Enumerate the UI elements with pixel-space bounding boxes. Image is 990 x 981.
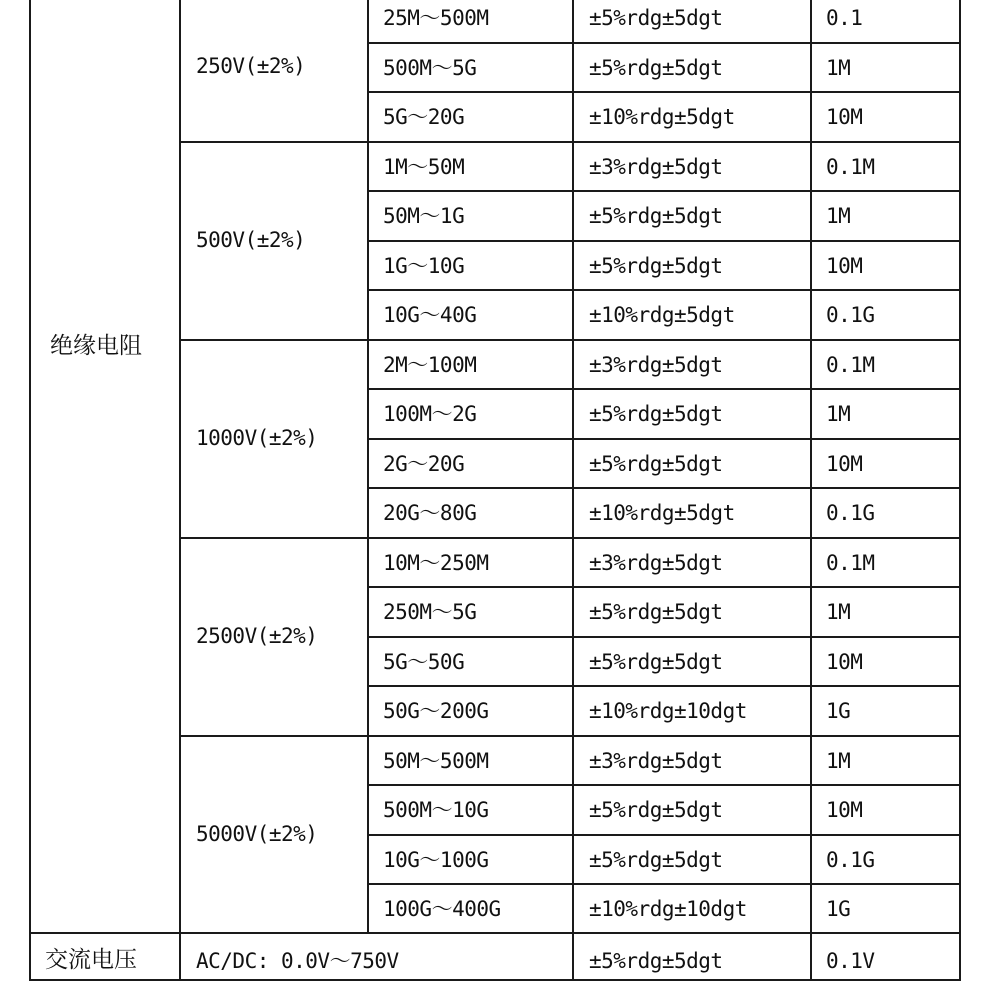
row-divider xyxy=(367,388,961,390)
resolution-cell: 0.1G xyxy=(826,847,875,872)
row-divider xyxy=(367,438,961,440)
resolution-cell: 0.1M xyxy=(826,154,875,179)
range-cell: 1G～10G xyxy=(383,253,465,278)
accuracy-cell: ±10%rdg±10dgt xyxy=(589,897,747,921)
range-cell: 1M～50M xyxy=(383,154,465,179)
resolution-cell: 10M xyxy=(826,798,863,822)
range-cell: 2M～100M xyxy=(383,352,477,377)
accuracy-cell: ±5%rdg±5dgt xyxy=(589,253,723,278)
ac-voltage-range: AC/DC: 0.0V～750V xyxy=(196,949,399,973)
accuracy-cell: ±3%rdg±5dgt xyxy=(589,154,723,179)
accuracy-cell: ±5%rdg±5dgt xyxy=(589,451,723,476)
range-cell: 10G～40G xyxy=(383,303,477,327)
accuracy-cell: ±5%rdg±5dgt xyxy=(589,798,723,822)
row-divider xyxy=(367,240,961,242)
range-cell: 5G～50G xyxy=(383,649,465,674)
accuracy-cell: ±10%rdg±5dgt xyxy=(589,105,735,129)
range-cell: 10M～250M xyxy=(383,550,489,575)
accuracy-cell: ±5%rdg±5dgt xyxy=(589,6,723,30)
range-cell: 50M～500M xyxy=(383,748,489,773)
resolution-cell: 1M xyxy=(826,748,851,773)
resolution-cell: 0.1G xyxy=(826,501,875,525)
resolution-cell: 0.1M xyxy=(826,352,875,377)
row-divider xyxy=(367,636,961,638)
resolution-cell: 10M xyxy=(826,649,863,674)
range-cell: 20G～80G xyxy=(383,501,477,525)
accuracy-cell: ±5%rdg±5dgt xyxy=(589,55,723,80)
resolution-cell: 1M xyxy=(826,600,851,624)
resolution-cell: 1M xyxy=(826,204,851,228)
test-voltage-cell: 250V(±2%) xyxy=(196,54,306,78)
row-divider xyxy=(367,289,961,291)
accuracy-cell: ±3%rdg±5dgt xyxy=(589,550,723,575)
range-cell: 50M～1G xyxy=(383,204,465,228)
row-divider xyxy=(367,834,961,836)
grid-vline-left xyxy=(29,0,31,981)
grid-vline-2 xyxy=(367,0,369,932)
test-voltage-cell: 5000V(±2%) xyxy=(196,822,318,846)
row-divider xyxy=(367,883,961,885)
row-divider xyxy=(367,190,961,192)
resolution-cell: 0.1 xyxy=(826,6,863,30)
range-cell: 100G～400G xyxy=(383,897,501,921)
row-divider xyxy=(367,586,961,588)
row-divider xyxy=(367,685,961,687)
row-divider xyxy=(367,784,961,786)
range-cell: 50G～200G xyxy=(383,699,489,723)
accuracy-cell: ±5%rdg±5dgt xyxy=(589,204,723,228)
range-cell: 100M～2G xyxy=(383,402,477,426)
accuracy-cell: ±5%rdg±5dgt xyxy=(589,402,723,426)
group-divider xyxy=(179,735,961,737)
ac-voltage-resolution: 0.1V xyxy=(826,949,875,973)
test-voltage-cell: 1000V(±2%) xyxy=(196,426,318,450)
range-cell: 500M～5G xyxy=(383,55,477,80)
range-cell: 5G～20G xyxy=(383,105,465,129)
resolution-cell: 10M xyxy=(826,105,863,129)
range-cell: 500M～10G xyxy=(383,798,489,822)
accuracy-cell: ±10%rdg±5dgt xyxy=(589,303,735,327)
test-voltage-cell: 500V(±2%) xyxy=(196,228,306,252)
test-voltage-cell: 2500V(±2%) xyxy=(196,624,318,648)
ac-row-top-border xyxy=(29,932,961,934)
group-divider xyxy=(179,141,961,143)
accuracy-cell: ±10%rdg±5dgt xyxy=(589,501,735,525)
category-insulation-resistance: 绝缘电阻 xyxy=(50,333,142,359)
range-cell: 10G～100G xyxy=(383,847,489,872)
range-cell: 25M～500M xyxy=(383,6,489,30)
accuracy-cell: ±5%rdg±5dgt xyxy=(589,847,723,872)
row-divider xyxy=(367,42,961,44)
group-divider xyxy=(179,339,961,341)
accuracy-cell: ±10%rdg±10dgt xyxy=(589,699,747,723)
resolution-cell: 1M xyxy=(826,402,851,426)
row-divider xyxy=(367,487,961,489)
range-cell: 2G～20G xyxy=(383,451,465,476)
resolution-cell: 0.1G xyxy=(826,303,875,327)
accuracy-cell: ±5%rdg±5dgt xyxy=(589,600,723,624)
category-ac-voltage: 交流电压 xyxy=(45,947,137,973)
resolution-cell: 10M xyxy=(826,253,863,278)
resolution-cell: 10M xyxy=(826,451,863,476)
ac-voltage-accuracy: ±5%rdg±5dgt xyxy=(589,949,723,973)
group-divider xyxy=(179,537,961,539)
accuracy-cell: ±5%rdg±5dgt xyxy=(589,649,723,674)
accuracy-cell: ±3%rdg±5dgt xyxy=(589,748,723,773)
range-cell: 250M～5G xyxy=(383,600,477,624)
resolution-cell: 1G xyxy=(826,699,851,723)
row-divider xyxy=(367,91,961,93)
grid-vline-1 xyxy=(179,0,181,981)
resolution-cell: 0.1M xyxy=(826,550,875,575)
accuracy-cell: ±3%rdg±5dgt xyxy=(589,352,723,377)
resolution-cell: 1G xyxy=(826,897,851,921)
resolution-cell: 1M xyxy=(826,55,851,80)
